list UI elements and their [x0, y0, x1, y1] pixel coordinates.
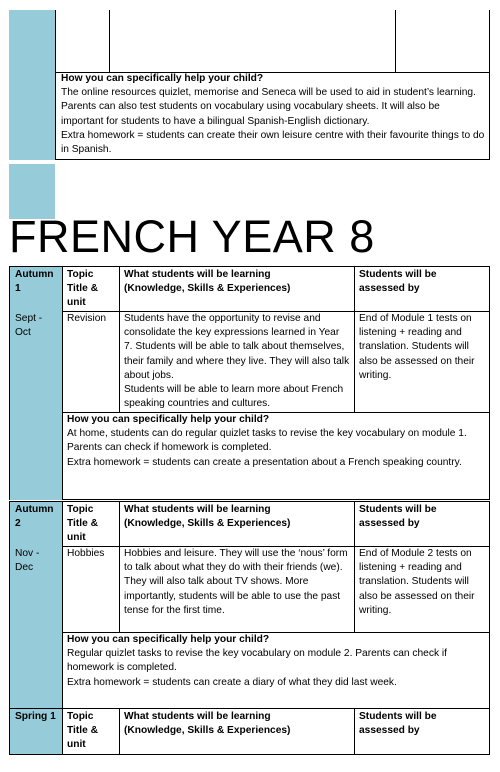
help-heading: How you can specifically help your child?	[67, 414, 270, 425]
learning-header: What students will be learning (Knowledge, Skills & Experiences)	[119, 708, 355, 755]
assessed-header: Students will be assessed by	[354, 501, 490, 547]
term-label: Autumn 1	[9, 266, 63, 312]
help-cell	[62, 412, 490, 500]
term-label: Autumn 2	[9, 501, 63, 547]
empty-cell	[395, 10, 490, 73]
help-cell	[62, 632, 490, 709]
empty-cell	[109, 10, 396, 73]
topic-header: Topic Title & unit	[62, 266, 120, 312]
term-column-blue	[9, 10, 55, 160]
help-body: The online resources quizlet, memorise and Seneca will be used to aid in student’s learning. Parents can also test students on vocabulary using vocabulary sheets. It will also be important for students to have a bilingual Spanish-English dictionary.	[61, 87, 476, 127]
help-extra: Extra homework = students can create a diary of what they did last week.	[67, 676, 397, 688]
assessed-header: Students will be assessed by	[354, 708, 490, 755]
help-extra: Extra homework = students can create their own leisure centre with their favourite things to do in Spanish.	[61, 129, 485, 156]
learning-cell	[119, 311, 355, 413]
topic-header: Topic Title & unit	[62, 708, 120, 755]
topic-header: Topic Title & unit	[62, 501, 120, 547]
assessed-header: Students will be assessed by	[354, 266, 490, 312]
learning-header: What students will be learning (Knowledge, Skills & Experiences)	[119, 501, 355, 547]
help-cell	[55, 72, 490, 160]
learning-extra: Students will be able to learn more about French speaking countries and cultures.	[124, 384, 344, 410]
assessment-cell: End of Module 1 tests on listening + reading and translation. Students will also be assessed on their writing.	[354, 311, 490, 413]
help-body: At home, students can do regular quizlet tasks to revise the key vocabulary on module 1. Parents can check if homework is completed.	[67, 428, 467, 454]
empty-cell	[55, 10, 110, 73]
help-extra: Extra homework = students can create a presentation about a French speaking country.	[67, 456, 462, 468]
help-heading: How you can specifically help your child?	[61, 73, 264, 84]
period-cell: Sept - Oct	[9, 311, 63, 500]
learning-text: Students have the opportunity to revise and consolidate the key expressions learned in Year 7. Students will be able to talk about themselves, their family and where they live. They will also talk about jobs.	[124, 313, 350, 381]
topic-cell: Hobbies	[62, 546, 120, 633]
learning-cell	[119, 546, 355, 633]
help-heading: How you can specifically help your child?	[67, 634, 270, 645]
help-body: Regular quizlet tasks to revise the key vocabulary on module 2. Parents can check if homework is completed.	[67, 648, 447, 674]
assessment-cell: End of Module 2 tests on listening + reading and translation. Students will also be assessed on their writing.	[354, 546, 490, 633]
page-title: FRENCH YEAR 8	[9, 211, 375, 262]
learning-text: Hobbies and leisure. They will use the ‘nous’ form to talk about what they do with their friends (we). They will also talk about TV shows. More importantly, students will be able to use the past tense for the first time.	[124, 548, 348, 616]
topic-cell: Revision	[62, 311, 120, 413]
period-cell: Nov - Dec	[9, 546, 63, 709]
learning-header: What students will be learning (Knowledge, Skills & Experiences)	[119, 266, 355, 312]
term-label: Spring 1	[9, 708, 63, 755]
